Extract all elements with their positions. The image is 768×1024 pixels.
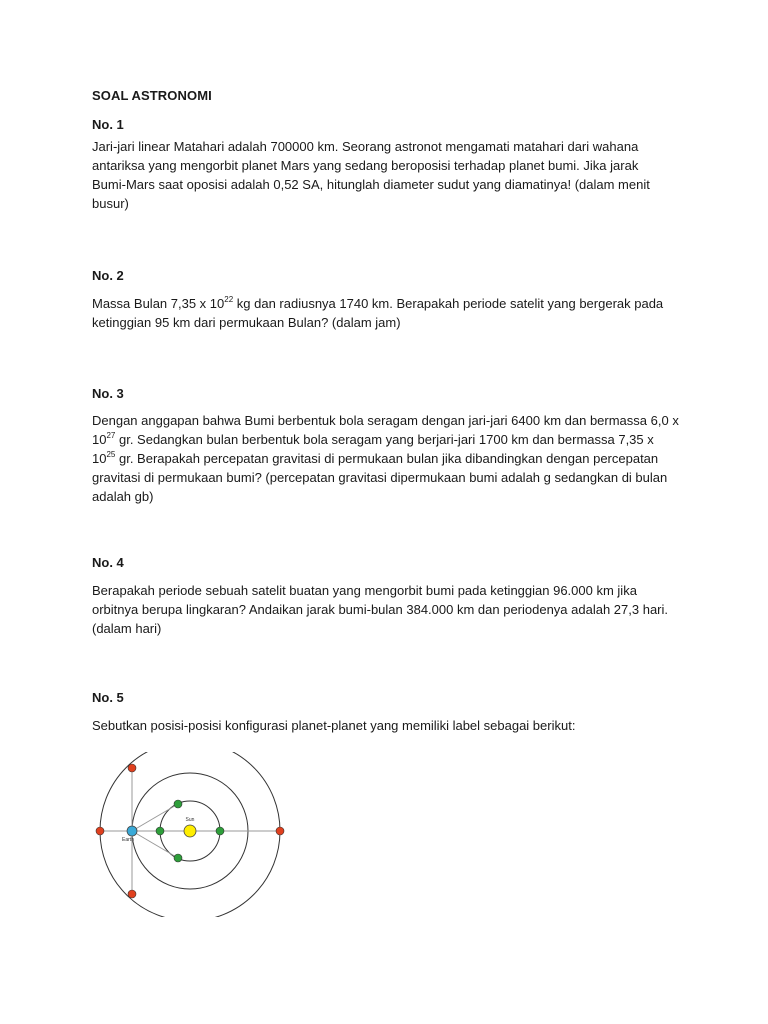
planet-configuration-diagram bbox=[88, 752, 288, 917]
question-3-line: adalah gb) bbox=[92, 489, 154, 504]
earth-icon bbox=[127, 826, 137, 836]
text-span: gr. Berapakah percepatan gravitasi di permukaan bulan jika dibandingkan dengan percepatan bbox=[115, 451, 659, 466]
question-3-label: No. 3 bbox=[92, 386, 124, 401]
question-4-label: No. 4 bbox=[92, 555, 124, 570]
question-4-line: Berapakah periode sebuah satelit buatan yang mengorbit bumi pada ketinggian 96.000 km jika bbox=[92, 583, 637, 598]
outer-planet-icon bbox=[128, 890, 136, 898]
question-1-line: busur) bbox=[92, 196, 129, 211]
question-5-line: Sebutkan posisi-posisi konfigurasi planet-planet yang memiliki label sebagai berikut: bbox=[92, 718, 576, 733]
inner-planet-icon bbox=[216, 827, 224, 835]
inner-planet-icon bbox=[156, 827, 164, 835]
question-4-line: (dalam hari) bbox=[92, 621, 162, 636]
earth-label: Earth bbox=[122, 837, 134, 843]
question-2-text bbox=[92, 294, 682, 332]
inner-planet-icon bbox=[174, 800, 182, 808]
elongation-line-top bbox=[132, 804, 178, 831]
sun-icon bbox=[184, 825, 196, 837]
question-5-text bbox=[92, 716, 682, 735]
document-title: SOAL ASTRONOMI bbox=[92, 88, 212, 103]
question-1-line: Bumi-Mars saat oposisi adalah 0,52 SA, hitunglah diameter sudut yang diamatinya! (dalam menit bbox=[92, 177, 650, 192]
question-2-label: No. 2 bbox=[92, 268, 124, 283]
sun-label: Sun bbox=[185, 817, 195, 823]
elongation-line-bottom bbox=[132, 831, 178, 858]
question-2-line bbox=[92, 294, 682, 313]
exponent: 22 bbox=[224, 295, 234, 304]
text-span: 10 bbox=[92, 432, 107, 447]
exponent: 25 bbox=[106, 450, 116, 459]
question-4-line: orbitnya berupa lingkaran? Andaikan jarak bumi-bulan 384.000 km dan periodenya adalah 27,3 hari. bbox=[92, 602, 669, 617]
question-3-line bbox=[92, 430, 682, 449]
question-1-line: Jari-jari linear Matahari adalah 700000 km. Seorang astronot mengamati matahari dari wahana bbox=[92, 139, 639, 154]
outer-planet-icon bbox=[276, 827, 284, 835]
question-2-line: ketinggian 95 km dari permukaan Bulan? (dalam jam) bbox=[92, 315, 401, 330]
exponent: 27 bbox=[106, 431, 116, 440]
question-3-line bbox=[92, 449, 682, 468]
text-span: kg dan radiusnya 1740 km. Berapakah periode satelit yang bergerak pada bbox=[233, 296, 664, 311]
text-span: 10 bbox=[92, 451, 107, 466]
question-3-line: Dengan anggapan bahwa Bumi berbentuk bola seragam dengan jari-jari 6400 km dan bermassa 6,0 x bbox=[92, 413, 679, 428]
question-3-line: gravitasi di permukaan bumi? (percepatan gravitasi dipermukaan bumi adalah g sedangkan di bulan bbox=[92, 470, 668, 485]
text-span: gr. Sedangkan bulan berbentuk bola seragam yang berjari-jari 1700 km dan bermassa 7,35 x bbox=[115, 432, 654, 447]
question-1-label: No. 1 bbox=[92, 117, 124, 132]
outer-planet-icon bbox=[128, 764, 136, 772]
question-5-label: No. 5 bbox=[92, 690, 124, 705]
inner-planet-icon bbox=[174, 854, 182, 862]
question-1-text bbox=[92, 137, 682, 213]
question-4-text bbox=[92, 581, 682, 638]
question-3-text bbox=[92, 411, 682, 506]
question-1-line: antariksa yang mengorbit planet Mars yang sedang beroposisi terhadap planet bumi. Jika jarak bbox=[92, 158, 639, 173]
text-span: Massa Bulan 7,35 x 10 bbox=[92, 296, 225, 311]
outer-planet-icon bbox=[96, 827, 104, 835]
